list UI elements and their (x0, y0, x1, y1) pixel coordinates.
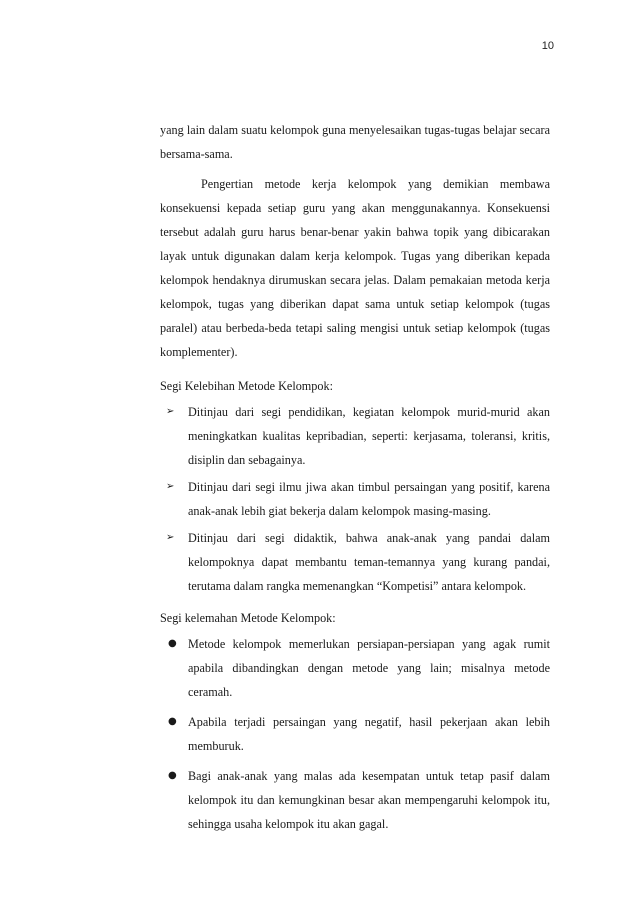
list-item-text: Bagi anak-anak yang malas ada kesempatan untuk tetap pasif dalam kelompok itu dan kemungkinan besar akan mempengaruhi kelompok itu, sehingga usaha kelompok itu akan gagal. (188, 769, 550, 831)
heading-kelebihan: Segi Kelebihan Metode Kelompok: (160, 379, 333, 393)
dot-bullet-icon: ● (168, 716, 177, 727)
list-item-text: Ditinjau dari segi ilmu jiwa akan timbul persaingan yang positif, karena anak-anak lebih giat bekerja dalam kelompok masing-masing. (188, 480, 550, 518)
arrow-bullet-icon: ➢ (166, 406, 175, 417)
list-item (166, 475, 550, 523)
list-item-text: Apabila terjadi persaingan yang negatif, hasil pekerjaan akan lebih memburuk. (188, 715, 550, 753)
list-item (166, 400, 550, 472)
document-body (160, 118, 550, 836)
list-item (168, 710, 550, 758)
list-item (168, 764, 550, 836)
page-number: 10 (541, 40, 554, 52)
kelemahan-list (160, 632, 550, 836)
arrow-bullet-icon: ➢ (166, 481, 175, 492)
list-item-text: Ditinjau dari segi pendidikan, kegiatan kelompok murid-murid akan meningkatkan kualitas kepribadian, seperti: kerjasama, toleransi, kritis, disiplin dan sebagainya. (188, 405, 550, 467)
list-item (168, 632, 550, 704)
list-item-text: Ditinjau dari segi didaktik, bahwa anak-anak yang pandai dalam kelompoknya dapat membantu teman-temannya yang kurang pandai, terutama dalam rangka memenangkan “Kompetisi” antara kelompok. (188, 531, 550, 593)
paragraph-pengertian: Pengertian metode kerja kelompok yang demikian membawa konsekuensi kepada setiap guru yang akan menggunakannya. Konsekuensi tersebut adalah guru harus benar-benar yakin bahwa topik yang dibicarakan layak untuk digunakan dalam kerja kelompok. Tugas yang diberikan kepada kelompok hendaknya dirumuskan secara jelas. Dalam pemakaian metoda kerja kelompok, tugas yang diberikan dapat sama untuk setiap kelompok (tugas paralel) atau berbeda-beda tetapi saling mengisi untuk setiap kelompok (tugas komplementer). (160, 177, 550, 359)
paragraph-continuation: yang lain dalam suatu kelompok guna menyelesaikan tugas-tugas belajar secara bersama-sama. (160, 123, 550, 161)
dot-bullet-icon: ● (168, 638, 177, 649)
kelebihan-list (160, 400, 550, 598)
arrow-bullet-icon: ➢ (166, 532, 175, 543)
list-item-text: Metode kelompok memerlukan persiapan-persiapan yang agak rumit apabila dibandingkan dengan metode yang lain; misalnya metode ceramah. (188, 637, 550, 699)
list-item (166, 526, 550, 598)
heading-kelemahan: Segi kelemahan Metode Kelompok: (160, 611, 336, 625)
dot-bullet-icon: ● (168, 770, 177, 781)
